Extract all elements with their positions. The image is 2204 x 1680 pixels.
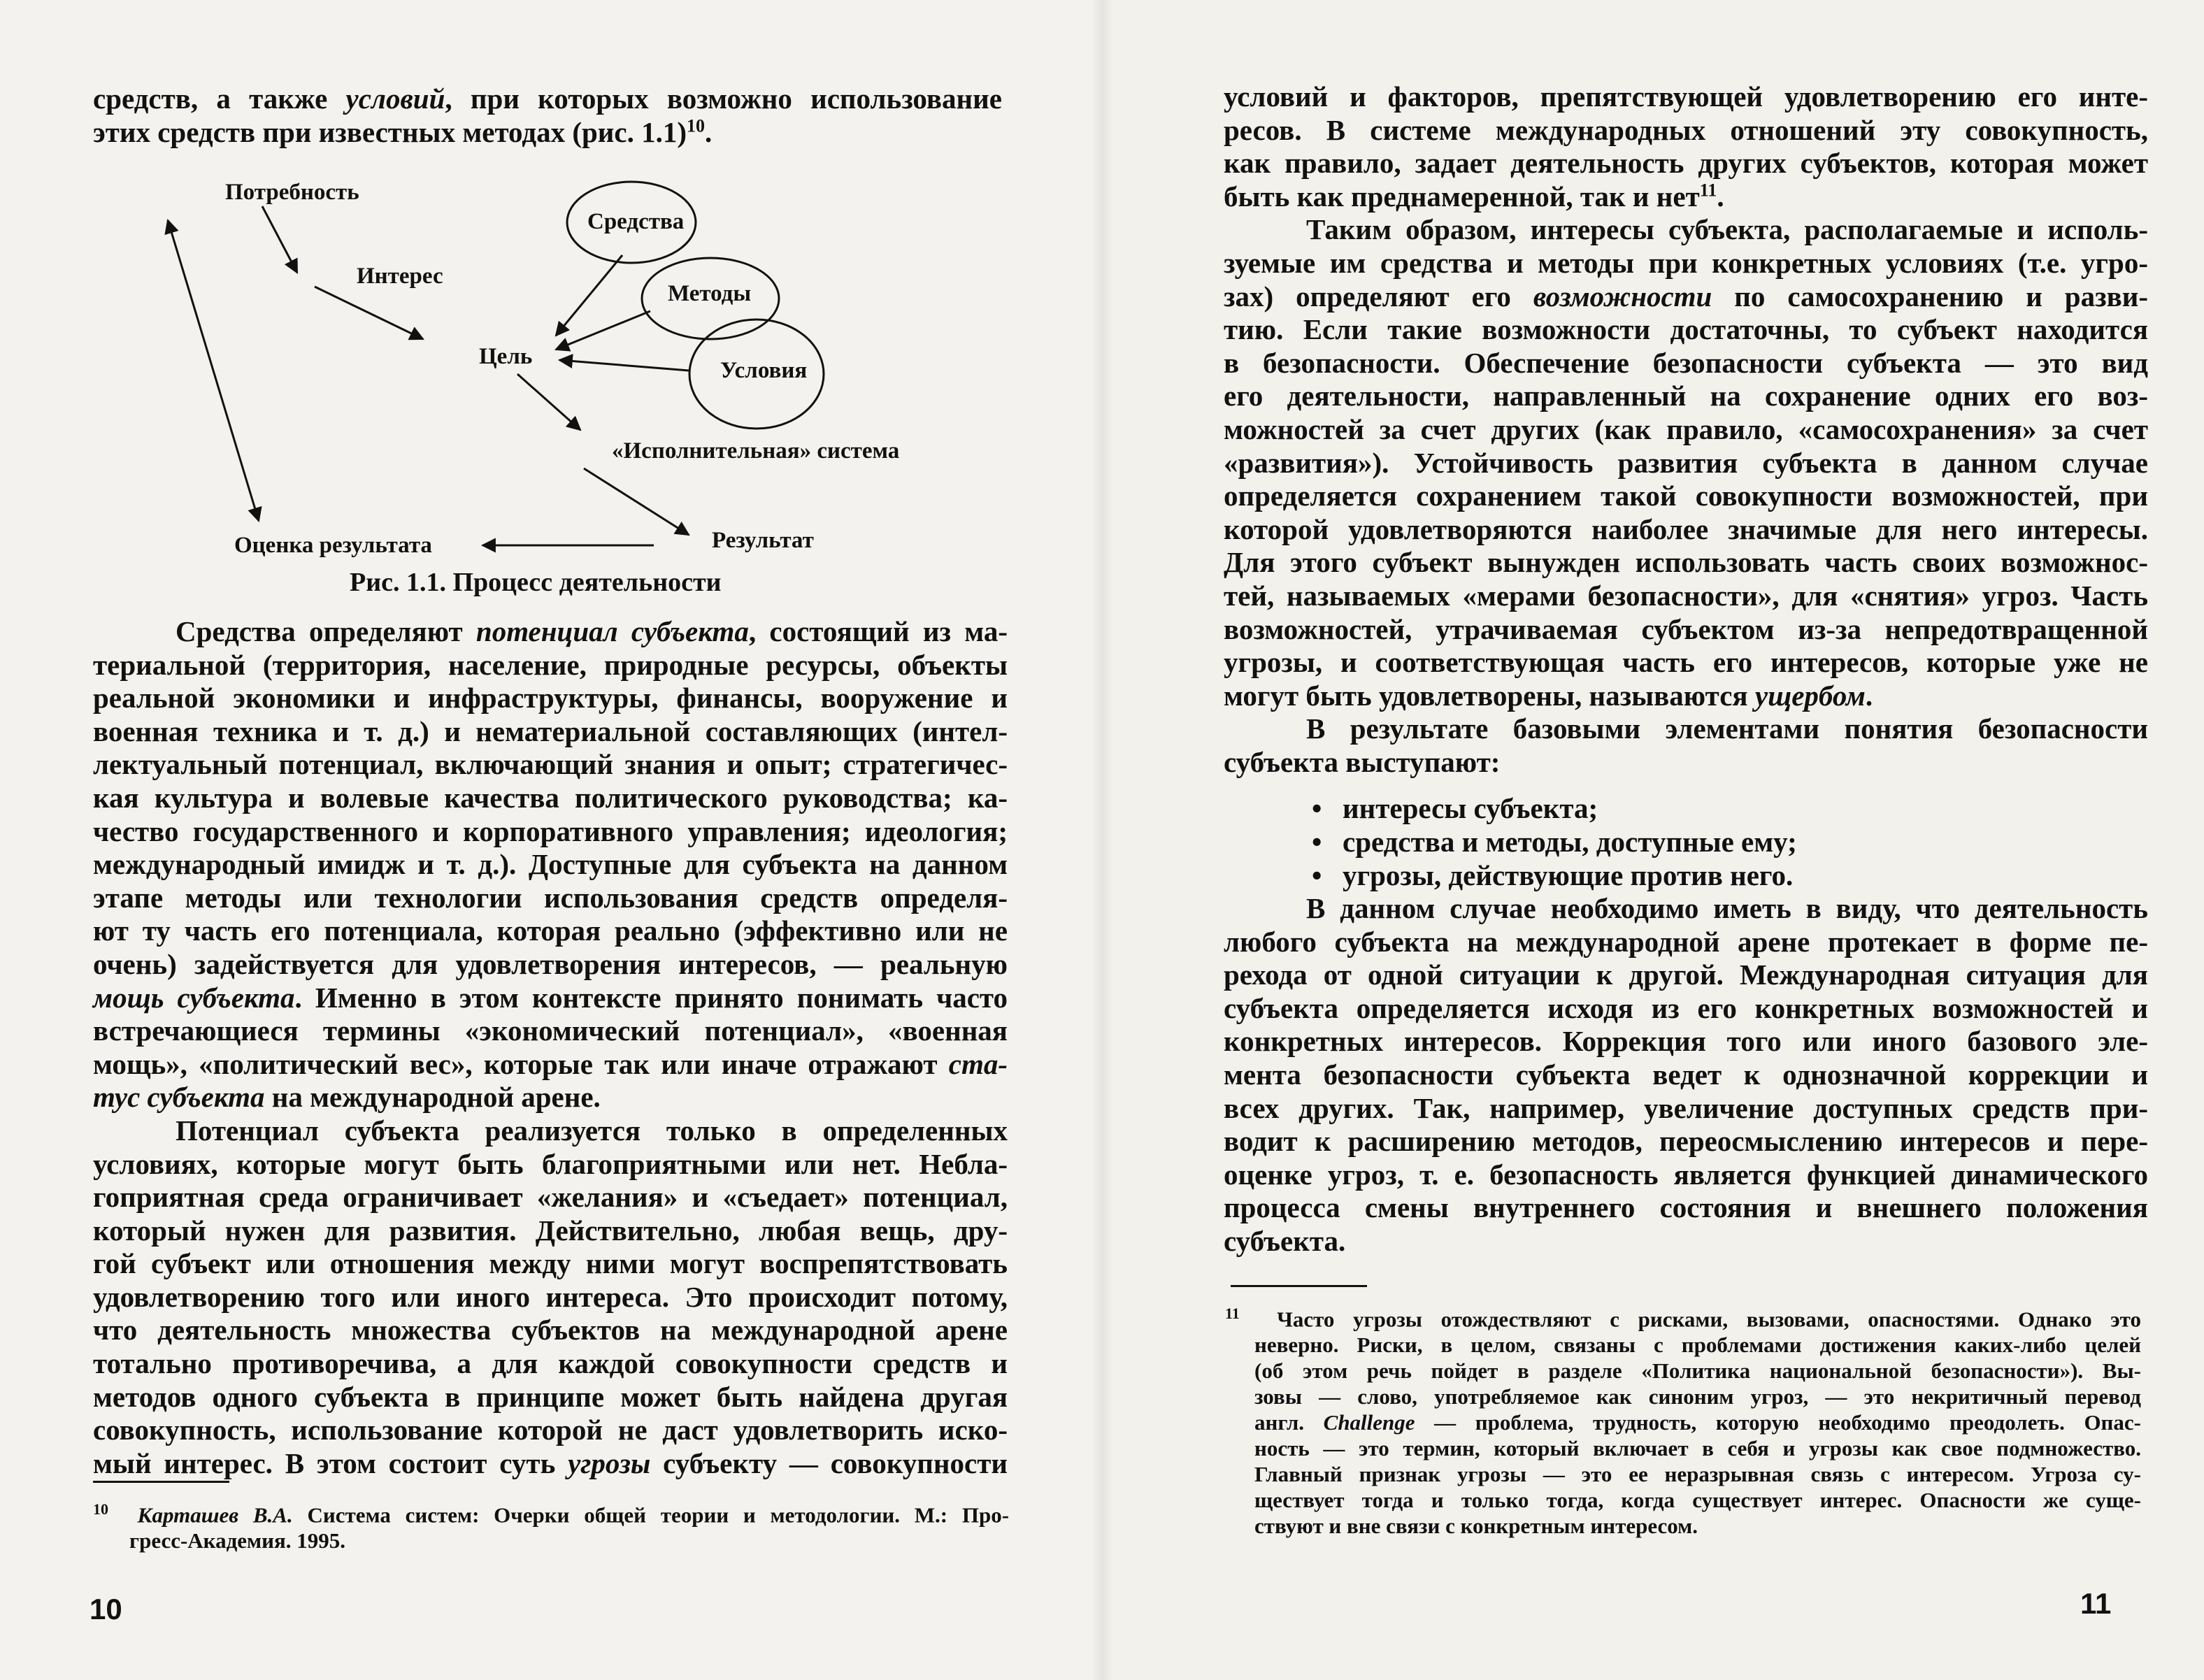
footnote-line — [1225, 1300, 2141, 1332]
text-segment: англ. — [1254, 1410, 1324, 1435]
activity-process-diagram — [147, 150, 979, 612]
text-line-content: быть как преднамеренной, так и нет — [1224, 180, 1700, 213]
footnote-11 — [1225, 1300, 2141, 1539]
text-line: условий и факторов, препятствующей удовлетворению его инте- — [1224, 80, 2148, 113]
text-line: любого субъекта на международной арене протекает в форме пе- — [1224, 925, 2148, 958]
footnote-line: ность — это термин, который включает в себя и угрозы как свое подмножество. — [1254, 1436, 2141, 1461]
footnote-line: гресс-Академия. 1995. — [129, 1528, 346, 1553]
footnote-line: ствуют и вне связи с конкретным интересом. — [1254, 1514, 1698, 1539]
node-result: Результат — [712, 528, 814, 553]
text-line: субъекта. — [1224, 1224, 1346, 1257]
text-line: тотально противоречива, а для каждой совокупности средств и — [93, 1347, 1008, 1380]
arrow-means-goal — [556, 255, 622, 336]
text-line — [93, 615, 1008, 649]
text-line: методов одного субъекта в принципе может быть найдена другая — [93, 1380, 1008, 1413]
page-number: 11 — [2080, 1587, 2112, 1620]
italic-term: тус субъекта — [93, 1081, 265, 1114]
text-line: Для этого субъект вынужден использовать часть своих возможнос- — [1224, 546, 2148, 579]
list-item-text: интересы субъекта; — [1343, 792, 1598, 824]
text-line: этапе методы или технологии использования средств определя- — [93, 881, 1008, 914]
footnote-line — [93, 1496, 1009, 1528]
text-line — [1224, 280, 2148, 314]
footnote-number: 10 — [93, 1500, 108, 1518]
text-line: международный имидж и т. д.). Доступные для субъекта на данном — [93, 848, 1008, 881]
text-segment: . Именно в этом контексте принято понимать часто — [294, 981, 1008, 1014]
text-line: тию. Если такие возможности достаточны, то субъект находится — [1224, 313, 2148, 346]
arrow-evaluation-need — [168, 220, 259, 521]
text-segment: — проблема, трудность, которую необходимо преодолеть. Опас- — [1415, 1410, 2141, 1435]
text-line: субъекта выступают: — [1224, 745, 1501, 778]
footnote-10 — [93, 1496, 1009, 1553]
footnote-ref: 11 — [1699, 180, 1717, 201]
text-line: в безопасности. Обеспечение безопасности субъекта — это вид — [1224, 346, 2148, 379]
text-line: конкретных интересов. Коррекция того или иного базового эле- — [1224, 1025, 2148, 1058]
text-line: который нужен для развития. Действительно, любая вещь, дру- — [93, 1214, 1008, 1247]
text-segment: Система систем: Очерки общей теории и методологии. М.: Про- — [292, 1502, 1010, 1528]
text-line: удовлетворению того или иного интереса. Это происходит потому, — [93, 1280, 1008, 1313]
text-segment: субъекту — совокупности — [650, 1446, 1008, 1479]
italic-term: возможности — [1533, 280, 1712, 313]
text-segment: могут быть удовлетворены, называются — [1224, 679, 1755, 712]
figure-caption: Рис. 1.1. Процесс деятельности — [350, 568, 722, 597]
text-line: встречающиеся термины «экономический потенциал», «военная — [93, 1014, 1008, 1047]
text-segment: мый интерес. В этом состоит суть — [93, 1446, 568, 1479]
text-segment: Средства определяют — [176, 615, 476, 647]
left-top-paragraph — [93, 82, 1002, 149]
text-line: процесса смены внутреннего состояния и внешнего положения — [1224, 1191, 2148, 1224]
arrow-conditions-goal — [559, 360, 689, 371]
footnote-line: (об этом речь пойдет в разделе «Политика национальной безопасности»). Вы- — [1254, 1358, 2141, 1384]
text-line: Таким образом, интересы субъекта, располагаемые и исполь- — [1306, 213, 2148, 246]
text-line — [93, 982, 1008, 1015]
text-line: всех других. Так, например, увеличение доступных средств при- — [1224, 1091, 2148, 1124]
text-line: зуемые им средства и методы при конкретных условиях (т.е. угро- — [1224, 246, 2148, 279]
italic-term: мощь субъекта — [93, 981, 295, 1014]
node-exec-system: «Исполнительная» система — [612, 438, 900, 464]
text-segment: , при которых возможно использование — [445, 82, 1002, 115]
text-line: военная техника и т. д.) и нематериальной составляющих (интел- — [93, 715, 1008, 747]
bullet-icon: • — [1312, 792, 1322, 824]
book-gutter — [1091, 0, 1113, 1680]
right-top-text — [1224, 80, 2148, 779]
text-line: этих средств при известных методах (рис. 1.1)$^{10}$. — [93, 115, 713, 148]
text-line: ют ту часть его потенциала, которая реально (эффективно или не — [93, 914, 1008, 947]
text-line — [93, 1081, 1008, 1114]
text-segment: мощь», «политический вес», которые так или иначе отражают — [93, 1047, 949, 1080]
text-line: тей, называемых «мерами безопасности», для «снятия» угроз. Часть — [1224, 579, 2148, 612]
text-line: чество государственного и корпоративного управления; идеология; — [93, 814, 1008, 847]
italic-term: ущербом — [1754, 679, 1866, 712]
text-line: угрозы, и соответствующая часть его интересов, которые уже не — [1224, 646, 2148, 679]
text-line — [93, 1048, 1008, 1082]
node-evaluation: Оценка результата — [234, 533, 432, 558]
footnote-line: неверно. Риски, в целом, связаны с проблемами достижения каких-либо целей — [1254, 1333, 2141, 1358]
footnote-rule — [93, 1481, 229, 1483]
text-line: лектуальный потенциал, включающий знания и опыт; стратегичес- — [93, 748, 1008, 781]
list-item — [1312, 859, 1797, 892]
footnote-line — [1225, 1409, 2141, 1435]
footnote-author: Карташев В.А. — [137, 1502, 293, 1528]
text-line: субъекта определяется исходя из его конкретных возможностей и — [1224, 991, 2148, 1024]
text-line: мента безопасности субъекта ведет к однозначной коррекции и — [1224, 1058, 2148, 1091]
text-line — [1224, 680, 2148, 713]
text-line: быть как преднамеренной, так и нет$^{11}$. — [1224, 180, 1724, 213]
text-segment: . — [1865, 679, 1873, 712]
text-line — [93, 1447, 1008, 1481]
text-segment: Часто угрозы отождествляют с рисками, вызовами, опасностями. Однако это — [1277, 1307, 2141, 1332]
arrow-exec-result — [584, 468, 689, 535]
italic-term: угрозы — [568, 1446, 651, 1479]
arrow-goal-exec — [517, 374, 580, 430]
list-item-text: средства и методы, доступные ему; — [1343, 826, 1797, 858]
arrow-interest-goal — [315, 287, 423, 339]
list-item — [1312, 791, 1797, 825]
text-line: можностей за счет других (как правило, «самосохранения» за счет — [1224, 412, 2148, 445]
italic-term: потенциал субъекта — [475, 615, 749, 647]
text-line — [93, 82, 1002, 116]
text-line: возможностей, утрачиваемая субъектом из-за непредотвращенной — [1224, 612, 2148, 645]
node-means: Средства — [587, 209, 685, 234]
footnote-line: ществует тогда и только тогда, когда существует интерес. Опасности же суще- — [1254, 1488, 2141, 1513]
text-line: В результате базовыми элементами понятия безопасности — [1306, 712, 2148, 745]
node-conditions: Условия — [720, 358, 808, 383]
text-line: оценке угроз, т. е. безопасность является функцией динамического — [1224, 1158, 2148, 1191]
text-line: Потенциал субъекта реализуется только в определенных — [176, 1114, 1008, 1147]
text-line: которой удовлетворяются наиболее значимые для него интересы. — [1224, 512, 2148, 545]
text-line: условиях, которые могут быть благоприятными или нет. Небла- — [93, 1147, 1008, 1180]
text-line: В данном случае необходимо иметь в виду, что деятельность — [1306, 892, 2148, 924]
text-line: териальной (территория, население, природные ресурсы, объекты — [93, 648, 1008, 681]
footnote-number: 11 — [1225, 1305, 1240, 1322]
list-item — [1312, 825, 1797, 859]
list-item-text: угрозы, действующие против него. — [1343, 859, 1794, 891]
text-line: очень) задействуется для удовлетворения интересов, — реальную — [93, 947, 1008, 980]
text-segment: , состоящий из ма- — [748, 615, 1008, 647]
italic-term: Challenge — [1323, 1410, 1415, 1435]
arrow-need-interest — [262, 206, 297, 273]
text-line: рехода от одной ситуации к другой. Международная ситуация для — [1224, 959, 2148, 991]
text-line: «развития»). Устойчивость развития субъекта в данном случае — [1224, 446, 2148, 479]
page-number: 10 — [90, 1593, 122, 1625]
node-interest: Интерес — [357, 264, 443, 289]
text-segment: средств, а также — [93, 82, 346, 115]
node-need: Потребность — [225, 180, 359, 205]
text-line: его деятельности, направленный на сохранение одних его воз- — [1224, 380, 2148, 412]
bullet-icon: • — [1312, 826, 1322, 858]
text-line: как правило, задает деятельность других субъектов, которая может — [1224, 147, 2148, 180]
text-line: водит к расширению методов, переосмыслению интересов и пере- — [1224, 1125, 2148, 1158]
text-line: гой субъект или отношения между ними могут воспрепятствовать — [93, 1247, 1008, 1280]
node-goal: Цель — [479, 344, 533, 369]
text-line: что деятельность множества субъектов на международной арене — [93, 1314, 1008, 1347]
node-methods: Методы — [668, 281, 752, 306]
footnote-rule — [1231, 1285, 1367, 1287]
text-segment: зах) определяют его — [1224, 280, 1533, 313]
bullet-icon: • — [1312, 859, 1322, 891]
italic-term: условий — [345, 82, 445, 115]
text-line: кая культура и волевые качества политического руководства; ка- — [93, 781, 1008, 814]
text-line: реальной экономики и инфраструктуры, финансы, вооружение и — [93, 682, 1008, 715]
text-segment: по самосохранению и разви- — [1712, 280, 2149, 313]
text-line: определяется сохранением такой совокупности возможностей, при — [1224, 480, 2148, 512]
text-line: ресов. В системе международных отношений эту совокупность, — [1224, 113, 2148, 146]
text-line-content: этих средств при известных методах (рис. 1.1) — [93, 115, 687, 148]
text-line: гоприятная среда ограничивает «желания» и «съедает» потенциал, — [93, 1181, 1008, 1214]
italic-term: ста- — [948, 1047, 1008, 1080]
bullet-list — [1312, 791, 1797, 892]
left-body-text — [93, 615, 1008, 1480]
footnote-ref: 10 — [687, 115, 706, 136]
text-line: совокупность, использование которой не даст удовлетворить иско- — [93, 1414, 1008, 1446]
right-body-text — [1224, 892, 2148, 1258]
text-segment: на международной арене. — [264, 1081, 601, 1114]
footnote-line: Главный признак угрозы — это ее неразрывная связь с интересом. Угроза су- — [1254, 1462, 2141, 1487]
footnote-line: зовы — слово, употребляемое как синоним угроз, — это некритичный перевод — [1254, 1384, 2141, 1409]
